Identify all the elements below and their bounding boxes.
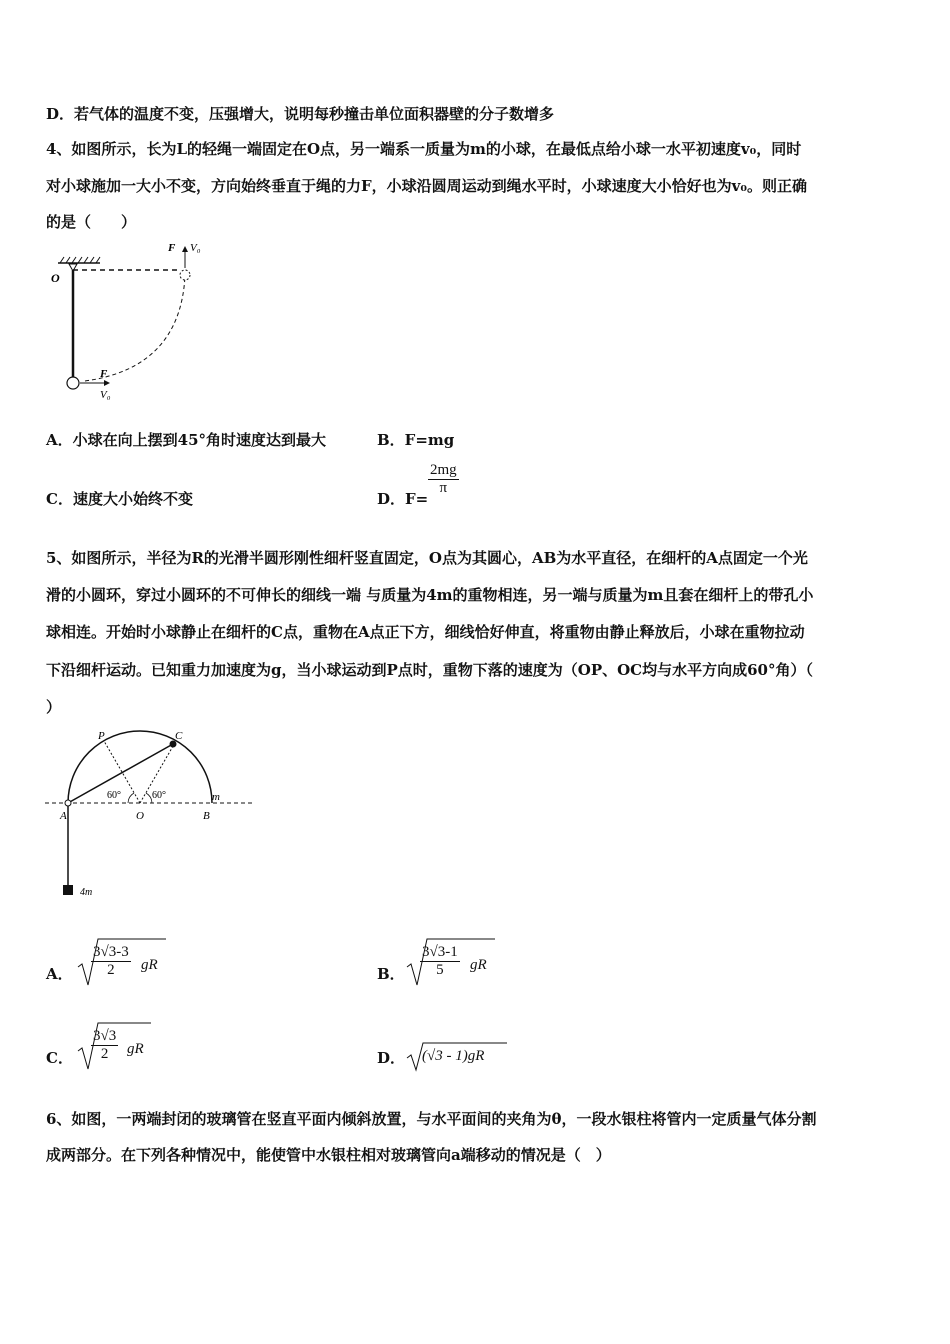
- angle-left-label: 60°: [107, 790, 121, 801]
- q6-stem-line-2: 成两部分。在下列各种情况中，能使管中水银柱相对玻璃管向a端移动的情况是（ ）: [46, 1146, 611, 1164]
- q5-option-c-fraction: [91, 1028, 118, 1063]
- fraction-numerator: 3√3-1: [422, 944, 458, 960]
- fraction-denominator: 2: [107, 962, 115, 978]
- q5-option-d-expr: (√3 - 1)gR: [422, 1048, 485, 1064]
- q5-option-d-label: D．: [377, 1049, 406, 1067]
- arrow-right-head: [104, 380, 110, 386]
- ball-top: [180, 270, 190, 280]
- q5-option-a-fraction: [91, 944, 131, 979]
- q5-option-a-tail: gR: [141, 957, 158, 973]
- q4-pendulum-figure: [40, 238, 220, 408]
- label-f-bottom: F: [100, 368, 108, 380]
- ball-bottom: [67, 377, 79, 389]
- label-f-top: F: [168, 242, 176, 254]
- fraction-denominator: π: [439, 480, 448, 496]
- q5-stem-line-3: 球相连。开始时小球静止在细杆的C点，重物在A点正下方，细线恰好伸直，将重物由静止释放后，小球在重物拉动: [46, 623, 805, 641]
- semicircle-rod: [68, 731, 212, 803]
- fraction-denominator: 2: [100, 1046, 109, 1062]
- q5-option-a-label: A．: [46, 965, 73, 983]
- q5-option-b-label: B．: [377, 965, 405, 983]
- q4-option-c: C．速度大小始终不变: [46, 490, 193, 508]
- fraction-numerator: 2mg: [430, 462, 457, 478]
- label-o: O: [51, 271, 60, 285]
- angle-arc-left: [128, 793, 134, 803]
- label-4m: 4m: [80, 887, 93, 898]
- fraction-denominator: 5: [436, 962, 444, 978]
- fraction-numerator: 3√3-3: [93, 944, 129, 960]
- q5-stem-line-4: 下沿细杆运动。已知重力加速度为g，当小球运动到P点时，重物下落的速度为（OP、OC均与水平方向成60°角）（: [46, 661, 813, 679]
- q5-option-c-tail: gR: [127, 1041, 144, 1057]
- arrow-up-head: [182, 246, 188, 252]
- label-m: m: [212, 791, 220, 803]
- q5-option-b-tail: gR: [470, 957, 487, 973]
- label-v0-top: V₀: [190, 242, 201, 254]
- weight-4m: [63, 885, 73, 895]
- q4-stem-line-2: 对小球施加一大小不变，方向始终垂直于绳的力F，小球沿圆周运动到绳水平时，小球速度大小恰好也为v₀。则正确: [46, 177, 807, 195]
- ceiling-hatch: [60, 257, 100, 263]
- trajectory-arc: [85, 276, 185, 381]
- label-a: A: [60, 810, 67, 822]
- ring-a: [65, 800, 71, 806]
- q5-semicircle-figure: [40, 725, 260, 905]
- label-c: C: [175, 730, 183, 742]
- q5-stem-line-1: 5、如图所示，半径为R的光滑半圆形刚性细杆竖直固定，O点为其圆心，AB为水平直径，在细杆的A点固定一个光: [46, 549, 808, 567]
- q4-option-d-prefix: D．F=: [377, 490, 429, 508]
- label-p: P: [98, 730, 105, 742]
- angle-right-label: 60°: [152, 790, 166, 801]
- q6-stem-line-1: 6、如图，一两端封闭的玻璃管在竖直平面内倾斜放置，与水平面间的夹角为θ，一段水银柱将管内一定质量气体分割: [46, 1110, 817, 1128]
- q5-stem-line-2: 滑的小圆环，穿过小圆环的不可伸长的细线一端 与质量为4m的重物相连，另一端与质量为m且套在细杆上的带孔小: [46, 586, 814, 604]
- label-b: B: [203, 810, 210, 822]
- q4-option-b: B．F=mg: [377, 431, 455, 449]
- label-v0-bottom: V₀: [100, 389, 111, 401]
- fraction-numerator: 3√3: [93, 1028, 117, 1044]
- q4-option-d-fraction: [428, 462, 459, 497]
- label-o: O: [136, 810, 144, 822]
- q3-option-d: D．若气体的温度不变，压强增大，说明每秒撞击单位面积器壁的分子数增多: [46, 105, 555, 123]
- q5-option-b-fraction: [420, 944, 460, 979]
- q5-option-c-label: C．: [46, 1049, 73, 1067]
- q4-stem-line-3: 的是（ ）: [46, 213, 137, 231]
- q5-stem-line-5: ）: [46, 698, 62, 716]
- q4-option-a: A．小球在向上摆到45°角时速度达到最大: [46, 431, 327, 449]
- q4-stem-line-1: 4、如图所示，长为L的轻绳一端固定在O点，另一端系一质量为m的小球，在最低点给小球一水平初速度v₀，同时: [46, 140, 802, 158]
